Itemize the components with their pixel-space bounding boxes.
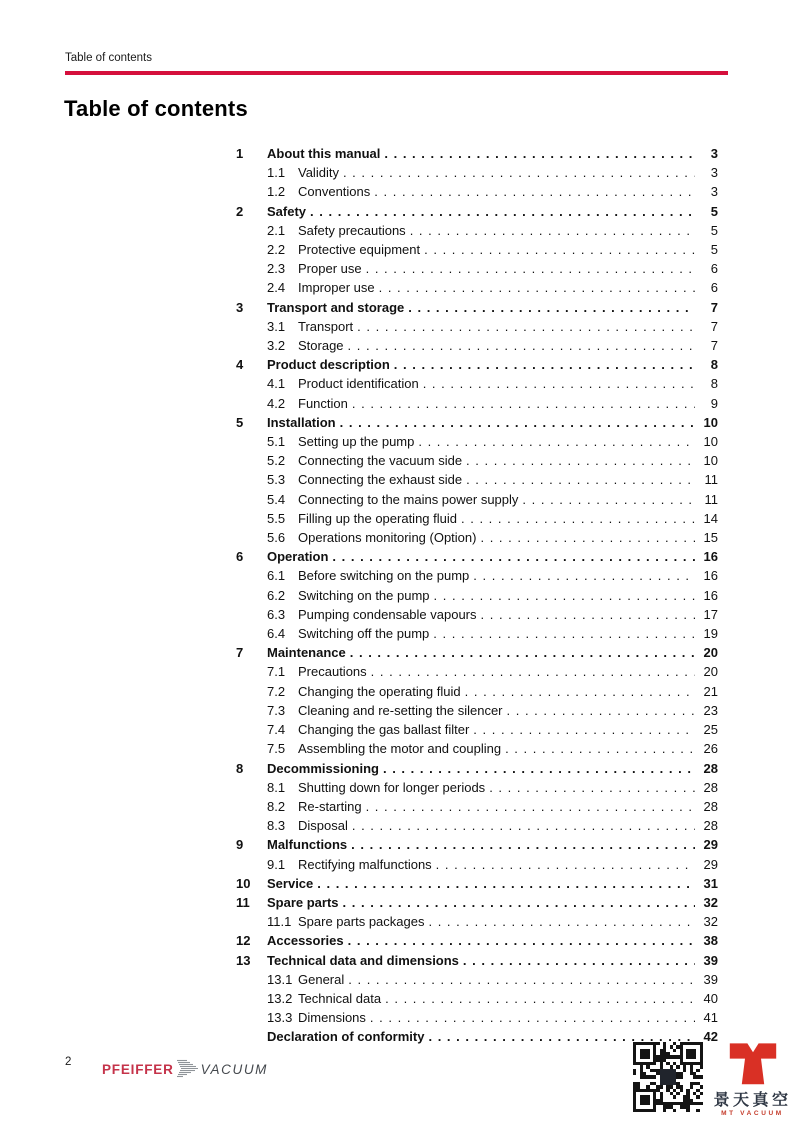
toc-row[interactable] bbox=[236, 490, 718, 509]
toc-leader-dots bbox=[370, 1008, 695, 1027]
toc-entry-title: Assembling the motor and coupling bbox=[298, 741, 502, 757]
toc-entry-title: Accessories bbox=[267, 933, 344, 949]
toc-entry-number: 1.1 bbox=[267, 165, 286, 181]
toc-entry-number: 2.3 bbox=[267, 261, 286, 277]
toc-entry-number: 8.3 bbox=[267, 818, 286, 834]
toc-entry-number: 2.1 bbox=[267, 222, 286, 238]
toc-leader-dots bbox=[332, 547, 695, 566]
toc-entry-number: 13.3 bbox=[267, 1010, 293, 1026]
toc-row[interactable] bbox=[236, 624, 718, 643]
toc-leader-dots bbox=[424, 240, 695, 259]
toc-entry-number: 9 bbox=[236, 837, 244, 853]
toc-row[interactable] bbox=[236, 221, 718, 240]
toc-entry-title: Precautions bbox=[298, 664, 367, 680]
toc-entry-number: 6 bbox=[236, 549, 244, 565]
toc-entry-title: Cleaning and re-setting the silencer bbox=[298, 702, 503, 718]
toc-entry-page: 5 bbox=[710, 222, 718, 238]
toc-leader-dots bbox=[379, 278, 695, 297]
toc-row[interactable] bbox=[236, 509, 718, 528]
toc-entry-title: Maintenance bbox=[267, 645, 346, 661]
toc-leader-dots bbox=[348, 931, 695, 950]
toc-leader-dots bbox=[522, 490, 695, 509]
toc-entry-page: 41 bbox=[703, 1010, 718, 1026]
toc-entry-page: 5 bbox=[710, 203, 718, 219]
vacuum-logo-text: VACUUM bbox=[200, 1061, 269, 1077]
toc-row[interactable] bbox=[236, 413, 718, 432]
toc-entry-page: 3 bbox=[710, 184, 718, 200]
toc-leader-dots bbox=[418, 432, 695, 451]
toc-row[interactable] bbox=[236, 278, 718, 297]
toc-leader-dots bbox=[340, 413, 695, 432]
toc-entry-title: Proper use bbox=[298, 261, 362, 277]
toc-row[interactable] bbox=[236, 874, 718, 893]
toc-row[interactable] bbox=[236, 355, 718, 374]
toc-leader-dots bbox=[343, 163, 695, 182]
toc-entry-title: Transport and storage bbox=[267, 299, 405, 315]
toc-entry-number: 13.2 bbox=[267, 990, 293, 1006]
footer-page-number: 2 bbox=[65, 1056, 72, 1068]
toc-entry-page: 16 bbox=[703, 568, 718, 584]
toc-row[interactable] bbox=[236, 394, 718, 413]
toc-leader-dots bbox=[473, 566, 695, 585]
toc-leader-dots bbox=[348, 970, 695, 989]
toc-entry-title: Pumping condensable vapours bbox=[298, 606, 477, 622]
toc-entry-number: 11 bbox=[236, 894, 250, 910]
toc-leader-dots bbox=[433, 624, 695, 643]
toc-leader-dots bbox=[466, 451, 695, 470]
toc-leader-dots bbox=[394, 355, 695, 374]
toc-entry-page: 10 bbox=[703, 414, 718, 430]
toc-entry-number: 5.3 bbox=[267, 472, 286, 488]
toc-entry-number: 8 bbox=[236, 760, 244, 776]
toc-entry-number: 4.1 bbox=[267, 376, 286, 392]
toc-entry-title: Safety precautions bbox=[298, 222, 406, 238]
toc-entry-number: 8.1 bbox=[267, 779, 286, 795]
toc-entry-title: Conventions bbox=[298, 184, 371, 200]
toc-leader-dots bbox=[505, 739, 695, 758]
toc-leader-dots bbox=[383, 759, 695, 778]
toc-row[interactable] bbox=[236, 835, 718, 854]
toc-row[interactable] bbox=[236, 336, 718, 355]
toc-entry-number: 3.1 bbox=[267, 318, 286, 334]
toc-entry-number: 3 bbox=[236, 299, 244, 315]
toc-leader-dots bbox=[385, 989, 695, 1008]
toc-leader-dots bbox=[423, 374, 695, 393]
toc-entry-page: 17 bbox=[703, 606, 718, 622]
toc-entry-page: 10 bbox=[703, 434, 718, 450]
toc-entry-number: 10 bbox=[236, 875, 251, 891]
toc-leader-dots bbox=[434, 586, 695, 605]
stamp-chinese-name: 景天真空 bbox=[713, 1092, 792, 1109]
toc-entry-number: 11.1 bbox=[267, 914, 292, 930]
toc-entry-title: Improper use bbox=[298, 280, 375, 296]
toc-entry-title: Operation bbox=[267, 549, 329, 565]
toc-entry-title: Before switching on the pump bbox=[298, 568, 470, 584]
pfeiffer-chevron-icon bbox=[175, 1059, 199, 1079]
toc-leader-dots bbox=[473, 720, 695, 739]
toc-entry-title: Spare parts bbox=[267, 894, 339, 910]
toc-row[interactable] bbox=[236, 855, 718, 874]
toc-row[interactable] bbox=[236, 470, 718, 489]
toc-leader-dots bbox=[436, 855, 695, 874]
toc-leader-dots bbox=[366, 797, 695, 816]
toc-row[interactable] bbox=[236, 586, 718, 605]
toc-entry-title: Function bbox=[298, 395, 348, 411]
toc-entry-title: Spare parts packages bbox=[298, 914, 425, 930]
toc-row[interactable] bbox=[236, 739, 718, 758]
toc-row[interactable] bbox=[236, 816, 718, 835]
toc-entry-page: 40 bbox=[703, 990, 718, 1006]
toc-entry-title: Connecting the exhaust side bbox=[298, 472, 463, 488]
toc-row[interactable] bbox=[236, 317, 718, 336]
toc-entry-page: 29 bbox=[703, 856, 718, 872]
toc-row[interactable] bbox=[236, 528, 718, 547]
toc-entry-number: 5.5 bbox=[267, 510, 286, 526]
toc-entry-page: 38 bbox=[703, 933, 718, 949]
toc-entry-number: 4 bbox=[236, 357, 244, 373]
toc-entry-number: 7 bbox=[236, 645, 244, 661]
toc-entry-page: 28 bbox=[703, 798, 718, 814]
toc-entry-number: 6.2 bbox=[267, 587, 286, 603]
running-header-label: Table of contents bbox=[65, 52, 152, 64]
toc-entry-title: Installation bbox=[267, 414, 336, 430]
toc-row[interactable] bbox=[236, 298, 718, 317]
toc-row[interactable] bbox=[236, 682, 718, 701]
toc-row[interactable] bbox=[236, 759, 718, 778]
toc-leader-dots bbox=[466, 470, 695, 489]
toc-row[interactable] bbox=[236, 893, 718, 912]
toc-entry-number: 4.2 bbox=[267, 395, 286, 411]
toc-entry-number: 7.3 bbox=[267, 702, 286, 718]
toc-row[interactable] bbox=[236, 931, 718, 950]
toc-entry-page: 6 bbox=[710, 280, 718, 296]
qr-code bbox=[633, 1042, 703, 1112]
toc-entry-title: Rectifying malfunctions bbox=[298, 856, 432, 872]
toc-leader-dots bbox=[350, 643, 695, 662]
toc-entry-number: 5.1 bbox=[267, 434, 286, 450]
toc-entry-number: 5.2 bbox=[267, 453, 286, 469]
toc-row[interactable] bbox=[236, 970, 718, 989]
toc-entry-page: 20 bbox=[703, 664, 718, 680]
toc-entry-number: 6.3 bbox=[267, 606, 286, 622]
toc-leader-dots bbox=[384, 144, 695, 163]
toc-entry-number: 2 bbox=[236, 203, 244, 219]
toc-entry-title: Re-starting bbox=[298, 798, 362, 814]
toc-entry-page: 42 bbox=[703, 1029, 718, 1045]
toc-entry-title: Disposal bbox=[298, 818, 348, 834]
page-title: Table of contents bbox=[64, 96, 248, 121]
toc-leader-dots bbox=[461, 509, 695, 528]
toc-leader-dots bbox=[317, 874, 695, 893]
toc-entry-title: About this manual bbox=[267, 146, 381, 161]
toc-row[interactable] bbox=[236, 951, 718, 970]
toc-entry-page: 31 bbox=[703, 875, 718, 891]
toc-leader-dots bbox=[410, 221, 695, 240]
toc-entry-number: 7.5 bbox=[267, 741, 286, 757]
toc-entry-title: Service bbox=[267, 875, 314, 891]
toc-entry-number: 5.6 bbox=[267, 530, 286, 546]
toc-leader-dots bbox=[371, 662, 695, 681]
toc-row[interactable] bbox=[236, 912, 718, 931]
toc-entry-title: Switching on the pump bbox=[298, 587, 430, 603]
toc-entry-title: Changing the gas ballast filter bbox=[298, 722, 470, 738]
toc-entry-page: 39 bbox=[703, 952, 718, 968]
toc-list bbox=[236, 144, 718, 1047]
toc-entry-page: 11 bbox=[704, 472, 718, 488]
toc-row[interactable] bbox=[236, 144, 718, 163]
toc-entry-title: Technical data and dimensions bbox=[267, 952, 459, 968]
toc-entry-page: 5 bbox=[710, 242, 718, 258]
pfeiffer-logo-text: PFEIFFER bbox=[102, 1061, 174, 1077]
toc-entry-page: 16 bbox=[703, 549, 718, 565]
toc-entry-title: Malfunctions bbox=[267, 837, 348, 853]
toc-row[interactable] bbox=[236, 1008, 718, 1027]
toc-entry-page: 39 bbox=[703, 971, 718, 987]
toc-row[interactable] bbox=[236, 720, 718, 739]
toc-leader-dots bbox=[465, 682, 695, 701]
toc-row[interactable] bbox=[236, 240, 718, 259]
toc-entry-page: 26 bbox=[703, 741, 718, 757]
toc-entry-title: Technical data bbox=[298, 990, 382, 1006]
toc-entry-page: 10 bbox=[703, 453, 718, 469]
toc-leader-dots bbox=[366, 259, 695, 278]
toc-entry-page: 14 bbox=[703, 510, 718, 526]
toc-entry-title: Product identification bbox=[298, 376, 419, 392]
toc-entry-number: 7.1 bbox=[267, 664, 286, 680]
toc-entry-page: 28 bbox=[703, 779, 718, 795]
toc-row[interactable] bbox=[236, 547, 718, 566]
toc-leader-dots bbox=[374, 182, 695, 201]
toc-entry-title: Transport bbox=[298, 318, 354, 334]
toc-leader-dots bbox=[507, 701, 695, 720]
toc-entry-number: 12 bbox=[236, 933, 251, 949]
toc-entry-title: Shutting down for longer periods bbox=[298, 779, 486, 795]
toc-entry-title: Decommissioning bbox=[267, 760, 379, 776]
toc-entry-title: Changing the operating fluid bbox=[298, 683, 461, 699]
mt-vacuum-stamp bbox=[712, 1042, 793, 1118]
toc-entry-page: 16 bbox=[703, 587, 718, 603]
toc-leader-dots bbox=[343, 893, 695, 912]
toc-entry-page: 9 bbox=[710, 395, 718, 411]
toc-entry-number: 13.1 bbox=[267, 971, 293, 987]
toc-leader-dots bbox=[480, 528, 695, 547]
toc-entry-number: 8.2 bbox=[267, 798, 286, 814]
toc-row[interactable] bbox=[236, 605, 718, 624]
toc-row[interactable] bbox=[236, 182, 718, 201]
toc-entry-title: Switching off the pump bbox=[298, 626, 430, 642]
toc-leader-dots bbox=[348, 336, 695, 355]
toc-entry-page: 7 bbox=[710, 318, 718, 334]
toc-entry-number: 1.2 bbox=[267, 184, 286, 200]
toc-entry-page: 32 bbox=[703, 914, 718, 930]
toc-leader-dots bbox=[463, 951, 695, 970]
toc-entry-page: 7 bbox=[710, 299, 718, 315]
toc-entry-title: Operations monitoring (Option) bbox=[298, 530, 477, 546]
toc-entry-page: 15 bbox=[703, 530, 718, 546]
toc-entry-title: General bbox=[298, 971, 345, 987]
toc-entry-number: 5.4 bbox=[267, 491, 286, 507]
toc-row[interactable] bbox=[236, 797, 718, 816]
toc-leader-dots bbox=[489, 778, 695, 797]
toc-entry-number: 1 bbox=[236, 146, 244, 161]
toc-entry-number: 2.4 bbox=[267, 280, 286, 296]
stamp-english-name: MT VACUUM bbox=[721, 1110, 784, 1117]
mt-logo-icon bbox=[729, 1042, 777, 1088]
toc-leader-dots bbox=[428, 912, 695, 931]
toc-entry-title: Filling up the operating fluid bbox=[298, 510, 457, 526]
toc-entry-page: 20 bbox=[703, 645, 718, 661]
toc-entry-page: 21 bbox=[703, 683, 718, 699]
toc-leader-dots bbox=[310, 202, 695, 221]
toc-entry-title: Protective equipment bbox=[298, 242, 421, 258]
header-rule bbox=[65, 71, 728, 75]
toc-entry-title: Setting up the pump bbox=[298, 434, 415, 450]
toc-entry-page: 28 bbox=[703, 818, 718, 834]
toc-leader-dots bbox=[352, 394, 695, 413]
toc-entry-title: Validity bbox=[298, 165, 339, 181]
toc-row[interactable] bbox=[236, 778, 718, 797]
toc-entry-page: 19 bbox=[703, 626, 718, 642]
toc-entry-page: 3 bbox=[710, 146, 718, 161]
toc-row[interactable] bbox=[236, 374, 718, 393]
toc-entry-page: 29 bbox=[703, 837, 718, 853]
toc-row[interactable] bbox=[236, 662, 718, 681]
toc-row[interactable] bbox=[236, 202, 718, 221]
toc-leader-dots bbox=[408, 298, 695, 317]
toc-entry-page: 7 bbox=[710, 338, 718, 354]
toc-row[interactable] bbox=[236, 643, 718, 662]
toc-entry-number: 6.4 bbox=[267, 626, 286, 642]
toc-entry-number: 7.2 bbox=[267, 683, 286, 699]
toc-entry-number: 2.2 bbox=[267, 242, 286, 258]
toc-leader-dots bbox=[351, 835, 695, 854]
toc-entry-number: 5 bbox=[236, 414, 244, 430]
toc-entry-number: 3.2 bbox=[267, 338, 286, 354]
toc-entry-page: 3 bbox=[710, 165, 718, 181]
toc-entry-title: Storage bbox=[298, 338, 344, 354]
toc-entry-title: Connecting to the mains power supply bbox=[298, 491, 519, 507]
toc-row[interactable] bbox=[236, 163, 718, 182]
toc-leader-dots bbox=[481, 605, 695, 624]
toc-entry-number: 9.1 bbox=[267, 856, 286, 872]
toc-entry-page: 25 bbox=[703, 722, 718, 738]
toc-row[interactable] bbox=[236, 259, 718, 278]
toc-leader-dots bbox=[357, 317, 695, 336]
toc-row[interactable] bbox=[236, 701, 718, 720]
toc-row[interactable] bbox=[236, 989, 718, 1008]
toc-entry-title: Safety bbox=[267, 203, 307, 219]
toc-entry-title: Dimensions bbox=[298, 1010, 366, 1026]
toc-entry-page: 8 bbox=[710, 376, 718, 392]
toc-entry-page: 32 bbox=[703, 894, 718, 910]
toc-entry-number: 13 bbox=[236, 952, 251, 968]
toc-entry-title: Declaration of conformity bbox=[267, 1029, 425, 1045]
toc-entry-number: 7.4 bbox=[267, 722, 286, 738]
toc-entry-number: 6.1 bbox=[267, 568, 286, 584]
toc-entry-page: 28 bbox=[703, 760, 718, 776]
toc-entry-page: 8 bbox=[710, 357, 718, 373]
pfeiffer-vacuum-logo bbox=[102, 1058, 268, 1080]
toc-row[interactable] bbox=[236, 432, 718, 451]
toc-leader-dots bbox=[352, 816, 695, 835]
toc-entry-title: Product description bbox=[267, 357, 390, 373]
toc-row[interactable] bbox=[236, 451, 718, 470]
toc-entry-title: Connecting the vacuum side bbox=[298, 453, 463, 469]
toc-entry-page: 6 bbox=[710, 261, 718, 277]
toc-entry-page: 23 bbox=[703, 702, 718, 718]
toc-entry-page: 11 bbox=[704, 491, 718, 507]
toc-row[interactable] bbox=[236, 566, 718, 585]
